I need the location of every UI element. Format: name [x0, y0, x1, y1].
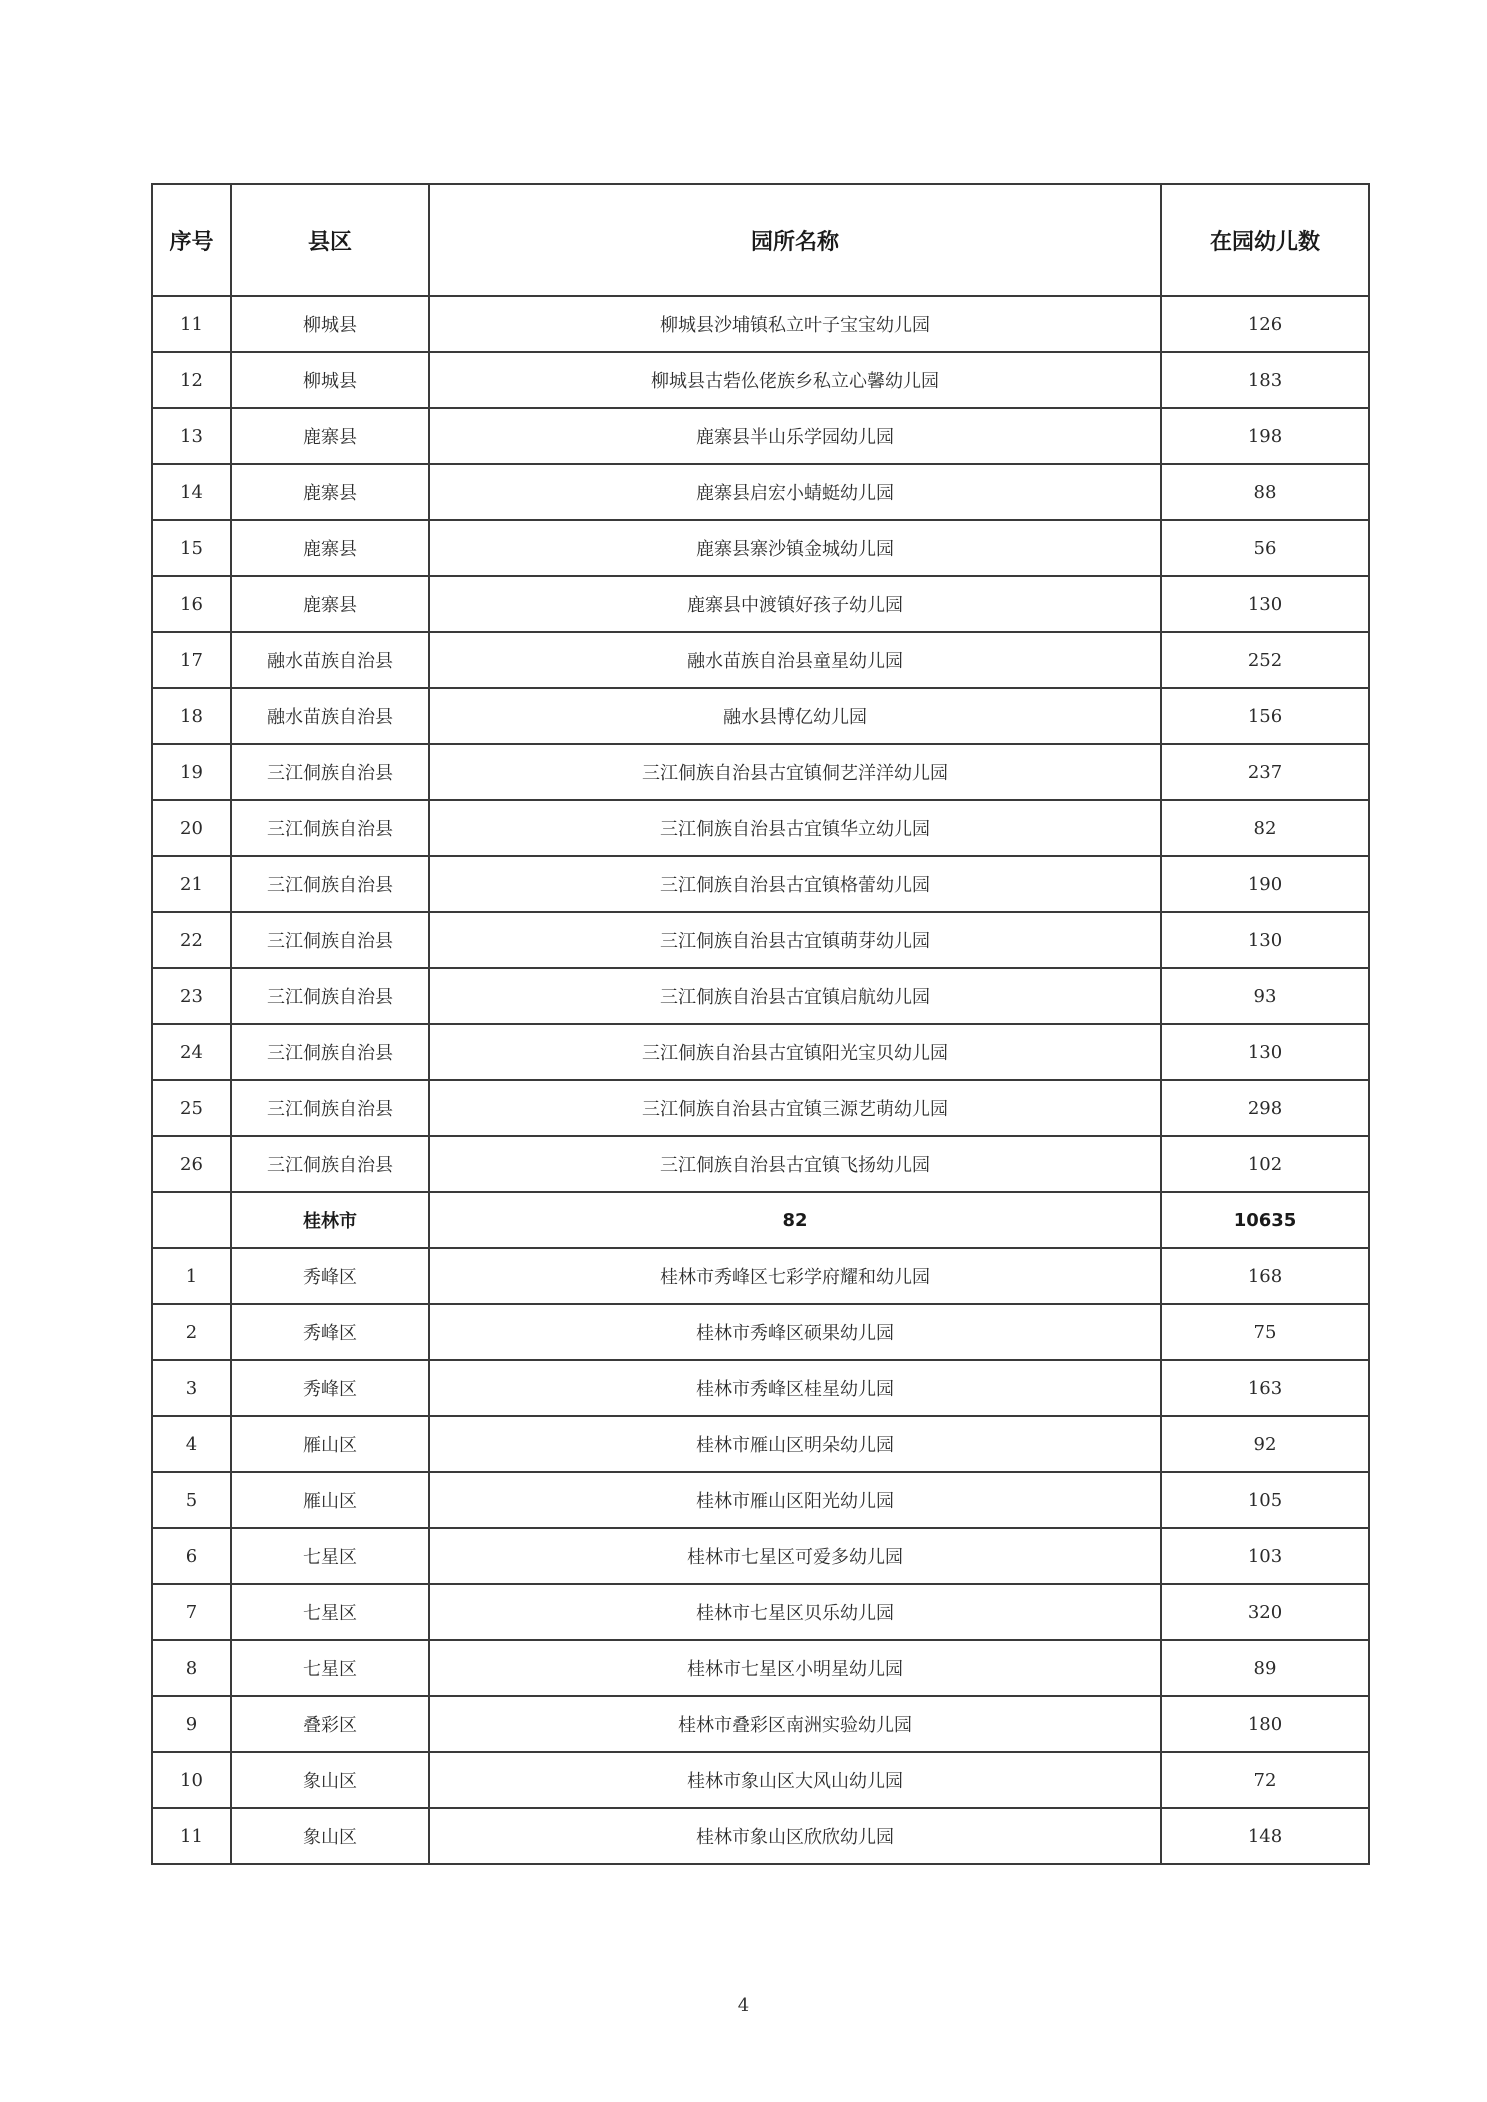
- cell-count: 320: [1161, 1584, 1369, 1640]
- table-row: [152, 296, 1369, 352]
- cell-count: 130: [1161, 1024, 1369, 1080]
- cell-index: 20: [152, 800, 231, 856]
- table-row: [152, 744, 1369, 800]
- cell-index: 24: [152, 1024, 231, 1080]
- cell-county: 柳城县: [231, 352, 429, 408]
- table-row: [152, 1640, 1369, 1696]
- cell-count: 163: [1161, 1360, 1369, 1416]
- cell-county: 三江侗族自治县: [231, 1080, 429, 1136]
- cell-count: 198: [1161, 408, 1369, 464]
- cell-name: 三江侗族自治县古宜镇阳光宝贝幼儿园: [429, 1024, 1161, 1080]
- cell-count: 252: [1161, 632, 1369, 688]
- cell-count: 130: [1161, 576, 1369, 632]
- cell-index: 26: [152, 1136, 231, 1192]
- cell-name: 融水苗族自治县童星幼儿园: [429, 632, 1161, 688]
- cell-count: 183: [1161, 352, 1369, 408]
- cell-county: 桂林市: [231, 1192, 429, 1248]
- cell-county: 柳城县: [231, 296, 429, 352]
- cell-index: 10: [152, 1752, 231, 1808]
- cell-name: 三江侗族自治县古宜镇三源艺萌幼儿园: [429, 1080, 1161, 1136]
- header-name: 园所名称: [429, 184, 1161, 296]
- cell-count: 180: [1161, 1696, 1369, 1752]
- cell-index: 22: [152, 912, 231, 968]
- table-row: [152, 1416, 1369, 1472]
- cell-name: 桂林市雁山区明朵幼儿园: [429, 1416, 1161, 1472]
- table-row: [152, 1808, 1369, 1864]
- cell-name: 三江侗族自治县古宜镇格蕾幼儿园: [429, 856, 1161, 912]
- cell-name: 桂林市七星区可爱多幼儿园: [429, 1528, 1161, 1584]
- header-count: 在园幼儿数: [1161, 184, 1369, 296]
- cell-index: 9: [152, 1696, 231, 1752]
- table-body: [152, 296, 1369, 1864]
- cell-count: 10635: [1161, 1192, 1369, 1248]
- table-row: [152, 408, 1369, 464]
- cell-count: 92: [1161, 1416, 1369, 1472]
- cell-count: 72: [1161, 1752, 1369, 1808]
- cell-count: 168: [1161, 1248, 1369, 1304]
- cell-county: 七星区: [231, 1528, 429, 1584]
- table-row: [152, 632, 1369, 688]
- cell-county: 三江侗族自治县: [231, 912, 429, 968]
- cell-county: 雁山区: [231, 1416, 429, 1472]
- cell-count: 56: [1161, 520, 1369, 576]
- cell-index: [152, 1192, 231, 1248]
- cell-name: 三江侗族自治县古宜镇侗艺洋洋幼儿园: [429, 744, 1161, 800]
- cell-county: 三江侗族自治县: [231, 1024, 429, 1080]
- cell-name: 三江侗族自治县古宜镇飞扬幼儿园: [429, 1136, 1161, 1192]
- table-row: [152, 688, 1369, 744]
- cell-index: 13: [152, 408, 231, 464]
- cell-name: 桂林市七星区贝乐幼儿园: [429, 1584, 1161, 1640]
- cell-county: 叠彩区: [231, 1696, 429, 1752]
- cell-county: 鹿寨县: [231, 464, 429, 520]
- cell-count: 75: [1161, 1304, 1369, 1360]
- cell-name: 桂林市秀峰区硕果幼儿园: [429, 1304, 1161, 1360]
- cell-name: 桂林市象山区大风山幼儿园: [429, 1752, 1161, 1808]
- cell-index: 12: [152, 352, 231, 408]
- cell-count: 190: [1161, 856, 1369, 912]
- cell-index: 11: [152, 296, 231, 352]
- table-header-row: [152, 184, 1369, 296]
- table-row: [152, 1304, 1369, 1360]
- cell-county: 三江侗族自治县: [231, 968, 429, 1024]
- cell-name: 桂林市秀峰区桂星幼儿园: [429, 1360, 1161, 1416]
- cell-index: 23: [152, 968, 231, 1024]
- cell-name: 桂林市象山区欣欣幼儿园: [429, 1808, 1161, 1864]
- cell-index: 14: [152, 464, 231, 520]
- cell-name: 桂林市秀峰区七彩学府耀和幼儿园: [429, 1248, 1161, 1304]
- cell-county: 秀峰区: [231, 1304, 429, 1360]
- cell-name: 鹿寨县寨沙镇金城幼儿园: [429, 520, 1161, 576]
- cell-county: 鹿寨县: [231, 408, 429, 464]
- table-row: [152, 800, 1369, 856]
- cell-name: 桂林市七星区小明星幼儿园: [429, 1640, 1161, 1696]
- cell-index: 4: [152, 1416, 231, 1472]
- table-row: [152, 1024, 1369, 1080]
- table-row: [152, 520, 1369, 576]
- cell-name: 柳城县古砦仫佬族乡私立心馨幼儿园: [429, 352, 1161, 408]
- cell-index: 11: [152, 1808, 231, 1864]
- cell-index: 15: [152, 520, 231, 576]
- cell-name: 鹿寨县启宏小蜻蜓幼儿园: [429, 464, 1161, 520]
- cell-county: 三江侗族自治县: [231, 744, 429, 800]
- table-row: [152, 1080, 1369, 1136]
- table-row: [152, 576, 1369, 632]
- table-row: [152, 1360, 1369, 1416]
- cell-count: 237: [1161, 744, 1369, 800]
- cell-county: 雁山区: [231, 1472, 429, 1528]
- cell-count: 88: [1161, 464, 1369, 520]
- cell-count: 126: [1161, 296, 1369, 352]
- table-row: [152, 352, 1369, 408]
- cell-count: 130: [1161, 912, 1369, 968]
- cell-county: 鹿寨县: [231, 576, 429, 632]
- header-index: 序号: [152, 184, 231, 296]
- table-row: [152, 1136, 1369, 1192]
- cell-index: 5: [152, 1472, 231, 1528]
- cell-count: 93: [1161, 968, 1369, 1024]
- cell-index: 21: [152, 856, 231, 912]
- cell-county: 秀峰区: [231, 1360, 429, 1416]
- table-row: [152, 856, 1369, 912]
- cell-name: 桂林市雁山区阳光幼儿园: [429, 1472, 1161, 1528]
- cell-index: 18: [152, 688, 231, 744]
- table-row: [152, 1248, 1369, 1304]
- cell-name: 柳城县沙埔镇私立叶子宝宝幼儿园: [429, 296, 1161, 352]
- cell-county: 三江侗族自治县: [231, 800, 429, 856]
- cell-index: 7: [152, 1584, 231, 1640]
- cell-name: 三江侗族自治县古宜镇华立幼儿园: [429, 800, 1161, 856]
- table-row: [152, 464, 1369, 520]
- table-row: [152, 1472, 1369, 1528]
- cell-count: 82: [1161, 800, 1369, 856]
- cell-county: 三江侗族自治县: [231, 1136, 429, 1192]
- cell-county: 象山区: [231, 1808, 429, 1864]
- cell-county: 三江侗族自治县: [231, 856, 429, 912]
- cell-index: 3: [152, 1360, 231, 1416]
- table-row: [152, 1528, 1369, 1584]
- cell-county: 象山区: [231, 1752, 429, 1808]
- cell-name: 三江侗族自治县古宜镇萌芽幼儿园: [429, 912, 1161, 968]
- cell-county: 鹿寨县: [231, 520, 429, 576]
- cell-index: 6: [152, 1528, 231, 1584]
- header-county: 县区: [231, 184, 429, 296]
- cell-county: 秀峰区: [231, 1248, 429, 1304]
- cell-index: 25: [152, 1080, 231, 1136]
- subtotal-row: [152, 1192, 1369, 1248]
- cell-name: 82: [429, 1192, 1161, 1248]
- cell-name: 融水县博亿幼儿园: [429, 688, 1161, 744]
- cell-index: 2: [152, 1304, 231, 1360]
- cell-count: 156: [1161, 688, 1369, 744]
- table-row: [152, 1584, 1369, 1640]
- page-number: 4: [737, 1995, 750, 2016]
- table-row: [152, 968, 1369, 1024]
- cell-name: 鹿寨县中渡镇好孩子幼儿园: [429, 576, 1161, 632]
- cell-count: 102: [1161, 1136, 1369, 1192]
- cell-index: 19: [152, 744, 231, 800]
- cell-count: 298: [1161, 1080, 1369, 1136]
- cell-count: 148: [1161, 1808, 1369, 1864]
- cell-county: 融水苗族自治县: [231, 688, 429, 744]
- table-row: [152, 1752, 1369, 1808]
- cell-name: 三江侗族自治县古宜镇启航幼儿园: [429, 968, 1161, 1024]
- cell-index: 8: [152, 1640, 231, 1696]
- cell-index: 1: [152, 1248, 231, 1304]
- cell-count: 105: [1161, 1472, 1369, 1528]
- table-row: [152, 912, 1369, 968]
- cell-county: 融水苗族自治县: [231, 632, 429, 688]
- cell-county: 七星区: [231, 1640, 429, 1696]
- cell-county: 七星区: [231, 1584, 429, 1640]
- cell-name: 桂林市叠彩区南洲实验幼儿园: [429, 1696, 1161, 1752]
- cell-count: 89: [1161, 1640, 1369, 1696]
- cell-index: 16: [152, 576, 231, 632]
- kindergarten-table: [151, 183, 1370, 1865]
- table-row: [152, 1696, 1369, 1752]
- cell-count: 103: [1161, 1528, 1369, 1584]
- cell-name: 鹿寨县半山乐学园幼儿园: [429, 408, 1161, 464]
- cell-index: 17: [152, 632, 231, 688]
